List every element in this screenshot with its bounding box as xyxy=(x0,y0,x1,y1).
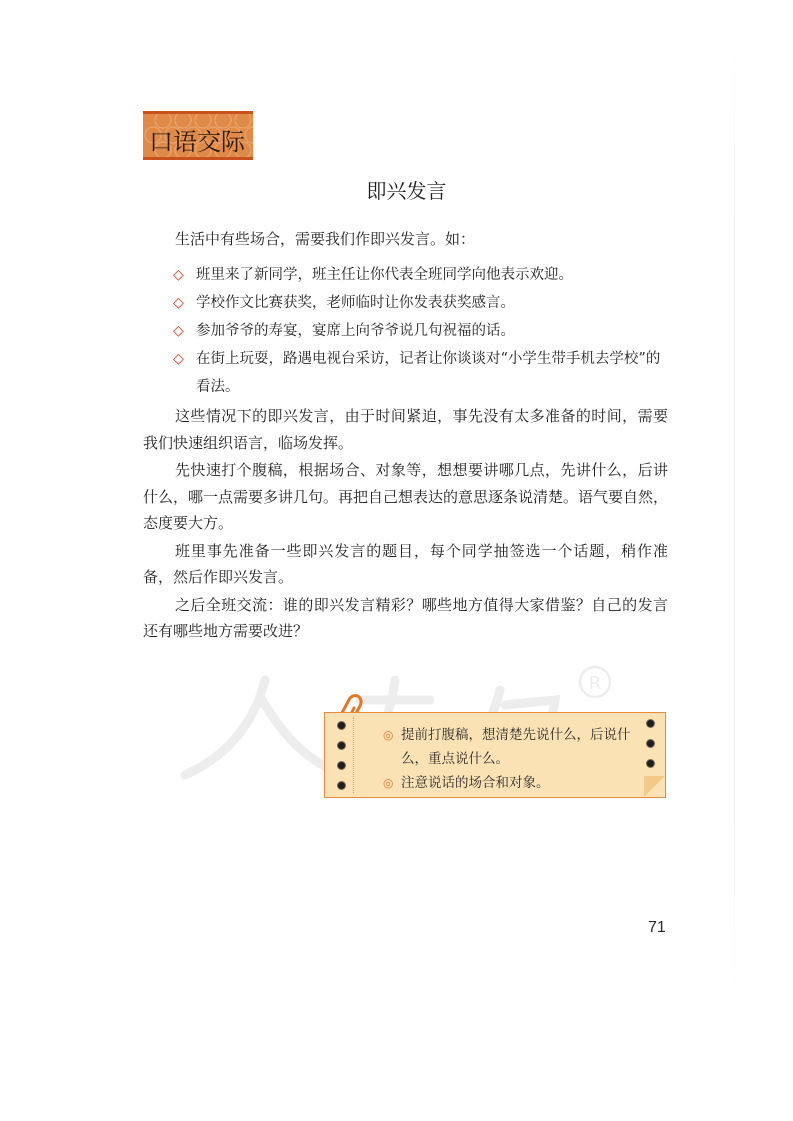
example-list xyxy=(173,261,673,401)
body-text xyxy=(143,403,668,646)
tip-card xyxy=(324,712,666,798)
binder-hole-icon xyxy=(337,721,346,730)
list-item xyxy=(173,317,673,345)
section-banner xyxy=(143,111,253,160)
tip-list xyxy=(383,723,633,795)
card-divider xyxy=(353,717,354,793)
intro-text: 生活中有些场合，需要我们作即兴发言。如： xyxy=(175,230,476,248)
binder-holes-left xyxy=(337,721,346,801)
binder-hole-icon xyxy=(337,761,346,770)
list-item xyxy=(173,261,673,289)
list-item-text: 参加爷爷的寿宴，宴席上向爷爷说几句祝福的话。 xyxy=(196,323,515,339)
binder-hole-icon xyxy=(646,759,655,768)
binder-holes-right xyxy=(646,719,655,779)
paragraph: 这些情况下的即兴发言，由于时间紧迫，事先没有太多准备的时间，需要我们快速组织语言，临场发挥。 xyxy=(143,407,668,452)
list-item-text: 在街上玩耍，路遇电视台采访，记者让你谈谈对“小学生带手机去学校”的看法。 xyxy=(196,351,661,395)
binder-hole-icon xyxy=(646,739,655,748)
list-item-text: 学校作文比赛获奖，老师临时让你发表获奖感言。 xyxy=(196,295,515,311)
section-label: 口语交际 xyxy=(149,128,245,156)
double-circle-bullet-icon: ◎ xyxy=(383,776,394,790)
svg-text:R: R xyxy=(588,673,602,694)
diamond-bullet-icon: ◇ xyxy=(173,295,184,311)
diamond-bullet-icon: ◇ xyxy=(173,267,184,283)
tip-item xyxy=(383,771,633,795)
tip-item xyxy=(383,723,633,771)
tip-text: 提前打腹稿，想清楚先说什么，后说什么，重点说什么。 xyxy=(401,727,631,767)
paragraph: 班里事先准备一些即兴发言的题目，每个同学抽签选一个话题，稍作准备，然后作即兴发言。 xyxy=(143,541,668,586)
folded-corner xyxy=(644,776,665,797)
double-circle-bullet-icon: ◎ xyxy=(383,728,394,742)
list-item-text: 班里来了新同学，班主任让你代表全班同学向他表示欢迎。 xyxy=(196,267,573,283)
page-number: 71 xyxy=(648,919,666,936)
binder-hole-icon xyxy=(337,741,346,750)
paragraph: 先快速打个腹稿，根据场合、对象等，想想要讲哪几点，先讲什么，后讲什么，哪一点需要多讲几句。再把自己想表达的意思逐条说清楚。语气要自然，态度要大方。 xyxy=(143,461,669,532)
binder-hole-icon xyxy=(337,781,346,790)
binder-hole-icon xyxy=(646,719,655,728)
list-item xyxy=(173,345,673,401)
diamond-bullet-icon: ◇ xyxy=(173,323,184,339)
paragraph: 之后全班交流：谁的即兴发言精彩？哪些地方值得大家借鉴？自己的发言还有哪些地方需要改进？ xyxy=(143,595,668,640)
list-item xyxy=(173,289,673,317)
tip-text: 注意说话的场合和对象。 xyxy=(401,775,550,791)
page-title: 即兴发言 xyxy=(366,179,447,203)
diamond-bullet-icon: ◇ xyxy=(173,351,184,367)
